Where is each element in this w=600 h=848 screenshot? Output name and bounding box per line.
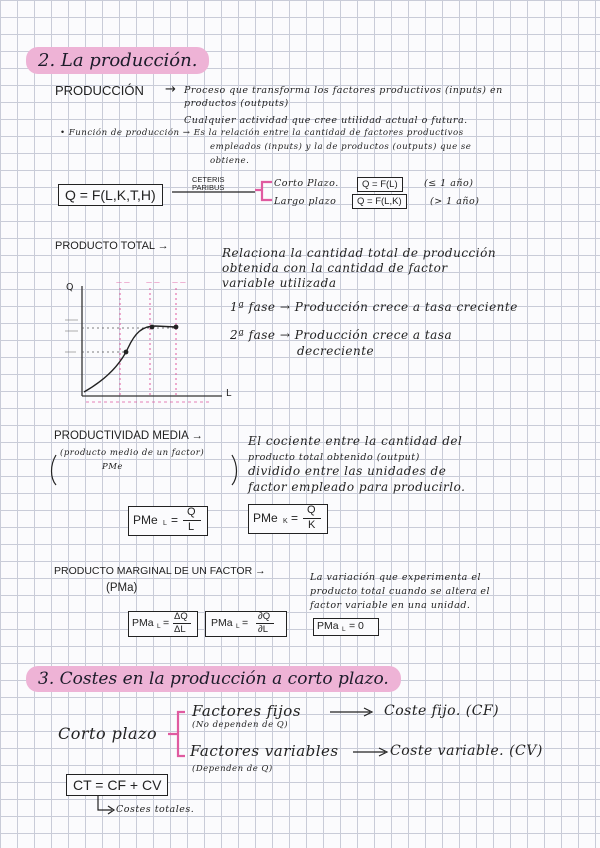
productividad-media-def-3: dividido entre las unidades de [248, 464, 447, 478]
funcion-line-1: • Función de producción → Es la relación entre la cantidad de factores productivos [60, 128, 464, 138]
section-3-heading: 3. Costes en la producción a corto plazo. [26, 666, 401, 692]
ceteris-paribus: CETERIS PARIBUS [192, 175, 225, 192]
graph-x-label: L [226, 388, 232, 399]
productividad-media-def-1: El cociente entre la cantidad del [248, 434, 463, 448]
coste-variable: Coste variable. (CV) [390, 743, 543, 759]
svg-text:— —: — — [172, 279, 186, 286]
graph-y-label: Q [66, 282, 74, 293]
producto-marginal-term: PRODUCTO MARGINAL DE UN FACTOR → [54, 565, 266, 577]
factores-variables: Factores variables [190, 742, 339, 760]
produccion-def-2: productos (outputs) [184, 98, 289, 109]
factores-fijos: Factores fijos [192, 702, 302, 720]
produccion-def-3: Cualquier actividad que cree utilidad actual o futura. [184, 115, 468, 126]
producto-marginal-def-1: La variación que experimenta el [310, 572, 481, 583]
fase-2: 2ª fase → Producción crece a tasa [230, 328, 453, 342]
producto-total-def-2: obtenida con la cantidad de factor [222, 261, 448, 275]
produccion-term: PRODUCCIÓN [55, 83, 144, 98]
produccion-arrow: → [165, 82, 176, 97]
largo-plazo-note: (> 1 año) [430, 196, 480, 207]
productividad-media-def-4: factor empleado para producirlo. [248, 480, 466, 494]
costes-totales-formula: CT = CF + CV [66, 774, 168, 796]
productividad-media-def-2: producto total obtenido (output) [248, 452, 420, 463]
corto-plazo-note: (≤ 1 año) [424, 178, 474, 189]
svg-text:— —: — — [146, 279, 160, 286]
corto-plazo-label: Corto Plazo. [274, 178, 339, 189]
pma-l-delta-formula: PMa L = ΔQ ΔL [128, 611, 198, 637]
producto-marginal-def-2: producto total cuando se altera el [310, 586, 491, 597]
producto-total-def-1: Relaciona la cantidad total de producción [222, 246, 497, 260]
productividad-media-sub-1: (producto medio de un factor) [60, 448, 205, 458]
pme-k-formula: PMe K = Q K [248, 504, 328, 534]
producto-marginal-def-3: factor variable en una unidad. [310, 600, 471, 611]
pme-l-formula: PMe L = Q L [128, 506, 208, 536]
total-product-curve [84, 326, 176, 392]
largo-plazo-formula: Q = F(L,K) [352, 194, 407, 209]
fase-1: 1ª fase → Producción crece a tasa creciente [230, 300, 518, 314]
corto-plazo-costes: Corto plazo [58, 724, 158, 743]
produccion-def-1: Proceso que transforma los factores productivos (inputs) en [184, 85, 503, 96]
largo-plazo-label: Largo plazo [274, 196, 337, 207]
section-2-heading: 2. La producción. [26, 47, 209, 74]
production-function-box: Q = F(L,K,T,H) [58, 184, 163, 206]
funcion-line-2: empleados (inputs) y la de productos (outputs) que se [210, 142, 472, 152]
producto-total-def-3: variable utilizada [222, 276, 337, 290]
pma-zero-formula: PMa L = 0 [313, 618, 379, 636]
productividad-media-term: PRODUCTIVIDAD MEDIA → [54, 430, 203, 442]
funcion-line-3: obtiene. [210, 156, 250, 166]
coste-fijo: Coste fijo. (CF) [384, 703, 500, 719]
factores-fijos-note: (No dependen de Q) [192, 720, 289, 730]
productividad-media-sub-2: PMe [102, 462, 123, 472]
corto-plazo-formula: Q = F(L) [357, 177, 403, 192]
producto-total-term: PRODUCTO TOTAL → [55, 240, 169, 252]
fase-2-cont: decreciente [297, 344, 375, 358]
factores-variables-note: (Dependen de Q) [192, 764, 273, 774]
svg-text:— —: — — [116, 279, 130, 286]
pma-l-partial-formula: PMa L = ∂Q ∂L [205, 611, 287, 637]
costes-totales-label: Costes totales. [116, 804, 195, 815]
producto-marginal-sub: (PMa) [106, 582, 138, 594]
